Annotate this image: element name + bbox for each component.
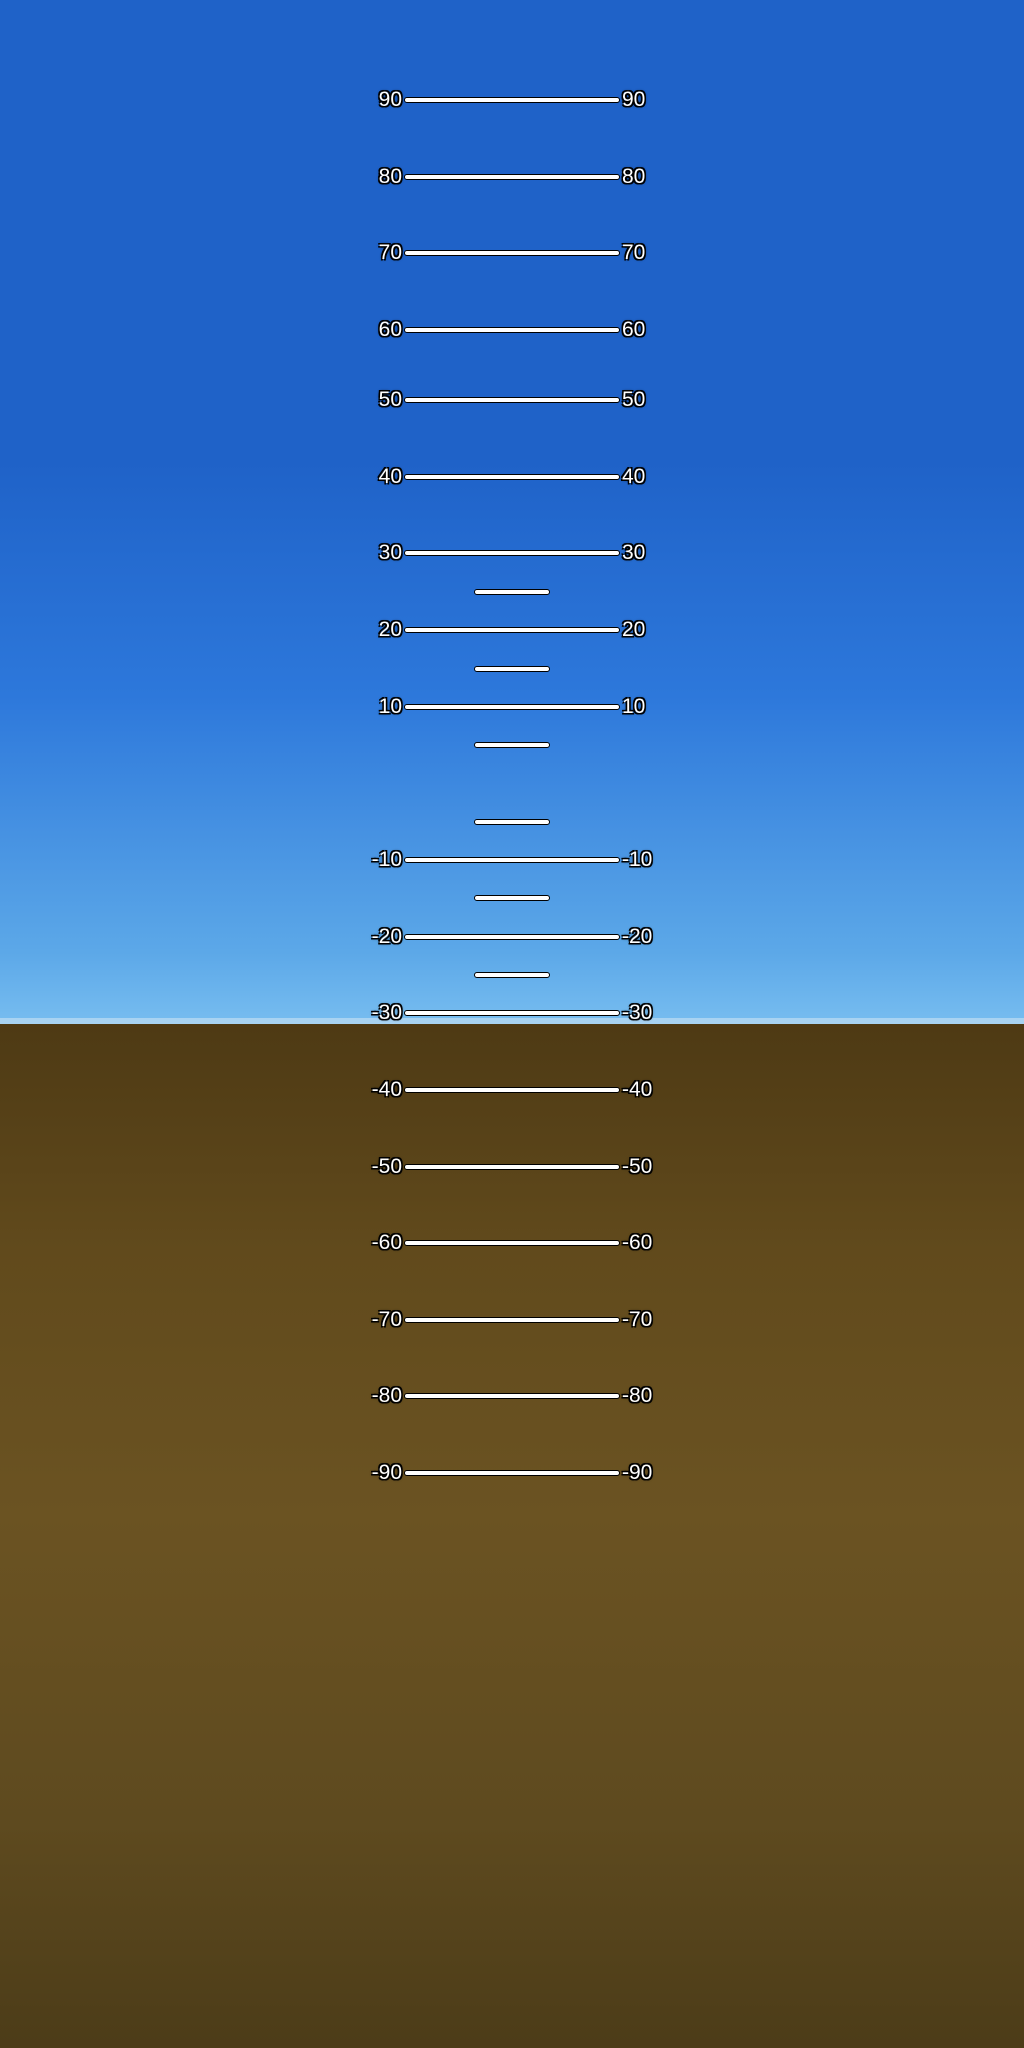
pitch-label-right: 20 [622, 618, 646, 641]
pitch-rung-bar [404, 627, 620, 633]
pitch-label-right: -60 [622, 1231, 653, 1254]
pitch-label-left: -30 [371, 1001, 402, 1024]
pitch-rung-bar [474, 895, 550, 901]
pitch-label-right: -90 [622, 1461, 653, 1484]
pitch-rung [0, 318, 1024, 342]
pitch-rung-bar [404, 1010, 620, 1016]
pitch-label-left: 50 [378, 388, 402, 411]
pitch-rung-bar [474, 589, 550, 595]
pitch-rung [0, 388, 1024, 412]
pitch-rung-bar [474, 742, 550, 748]
pitch-rung [0, 848, 1024, 872]
pitch-label-left: -80 [371, 1384, 402, 1407]
pitch-rung-bar [404, 474, 620, 480]
pitch-label-left: -20 [371, 925, 402, 948]
pitch-label-left: -70 [371, 1308, 402, 1331]
pitch-rung [0, 657, 1024, 681]
pitch-label-left: -50 [371, 1155, 402, 1178]
pitch-label-right: 40 [622, 465, 646, 488]
pitch-label-right: -30 [622, 1001, 653, 1024]
pitch-rung-bar [404, 1240, 620, 1246]
pitch-rung [0, 886, 1024, 910]
pitch-label-right: 70 [622, 241, 646, 264]
pitch-rung [0, 1001, 1024, 1025]
pitch-rung-bar [474, 819, 550, 825]
pitch-label-left: 90 [378, 88, 402, 111]
pitch-label-right: 60 [622, 318, 646, 341]
pitch-label-right: -50 [622, 1155, 653, 1178]
pitch-rung-bar [404, 97, 620, 103]
pitch-rung [0, 618, 1024, 642]
pitch-rung [0, 1155, 1024, 1179]
pitch-label-right: -20 [622, 925, 653, 948]
pitch-rung-bar [404, 250, 620, 256]
pitch-rung-bar [404, 1393, 620, 1399]
pitch-label-right: -40 [622, 1078, 653, 1101]
pitch-rung-bar [404, 1470, 620, 1476]
pitch-label-left: 30 [378, 541, 402, 564]
pitch-rung [0, 1231, 1024, 1255]
pitch-rung-bar [404, 934, 620, 940]
pitch-rung-bar [404, 1317, 620, 1323]
pitch-rung [0, 925, 1024, 949]
pitch-rung-bar [474, 972, 550, 978]
pitch-label-left: 80 [378, 165, 402, 188]
pitch-rung [0, 465, 1024, 489]
pitch-label-left: -10 [371, 848, 402, 871]
pitch-rung-bar [404, 704, 620, 710]
pitch-rung [0, 810, 1024, 834]
pitch-label-left: 40 [378, 465, 402, 488]
pitch-rung-bar [404, 327, 620, 333]
pitch-rung-bar [404, 397, 620, 403]
pitch-rung [0, 963, 1024, 987]
pitch-rung-bar [404, 1087, 620, 1093]
pitch-label-right: -70 [622, 1308, 653, 1331]
pitch-rung [0, 541, 1024, 565]
pitch-rung [0, 1308, 1024, 1332]
pitch-rung-bar [404, 1164, 620, 1170]
pitch-rung-bar [404, 550, 620, 556]
pitch-rung-bar [404, 857, 620, 863]
pitch-label-right: 10 [622, 695, 646, 718]
pitch-label-right: 80 [622, 165, 646, 188]
pitch-rung-bar [404, 174, 620, 180]
pitch-rung [0, 695, 1024, 719]
pitch-rung [0, 241, 1024, 265]
pitch-rung [0, 1384, 1024, 1408]
pitch-label-right: -10 [622, 848, 653, 871]
pitch-label-left: 20 [378, 618, 402, 641]
pitch-label-right: 90 [622, 88, 646, 111]
pitch-label-left: 60 [378, 318, 402, 341]
pitch-rung-bar [474, 666, 550, 672]
pitch-rung [0, 1461, 1024, 1485]
pitch-rung [0, 733, 1024, 757]
pitch-label-right: 30 [622, 541, 646, 564]
pitch-rung [0, 580, 1024, 604]
pitch-rung [0, 1078, 1024, 1102]
pitch-label-left: 70 [378, 241, 402, 264]
pitch-rung [0, 165, 1024, 189]
pitch-label-left: -90 [371, 1461, 402, 1484]
pitch-label-right: 50 [622, 388, 646, 411]
pitch-label-left: -40 [371, 1078, 402, 1101]
pitch-rung [0, 88, 1024, 112]
pitch-label-left: -60 [371, 1231, 402, 1254]
pitch-label-left: 10 [378, 695, 402, 718]
pitch-label-right: -80 [622, 1384, 653, 1407]
